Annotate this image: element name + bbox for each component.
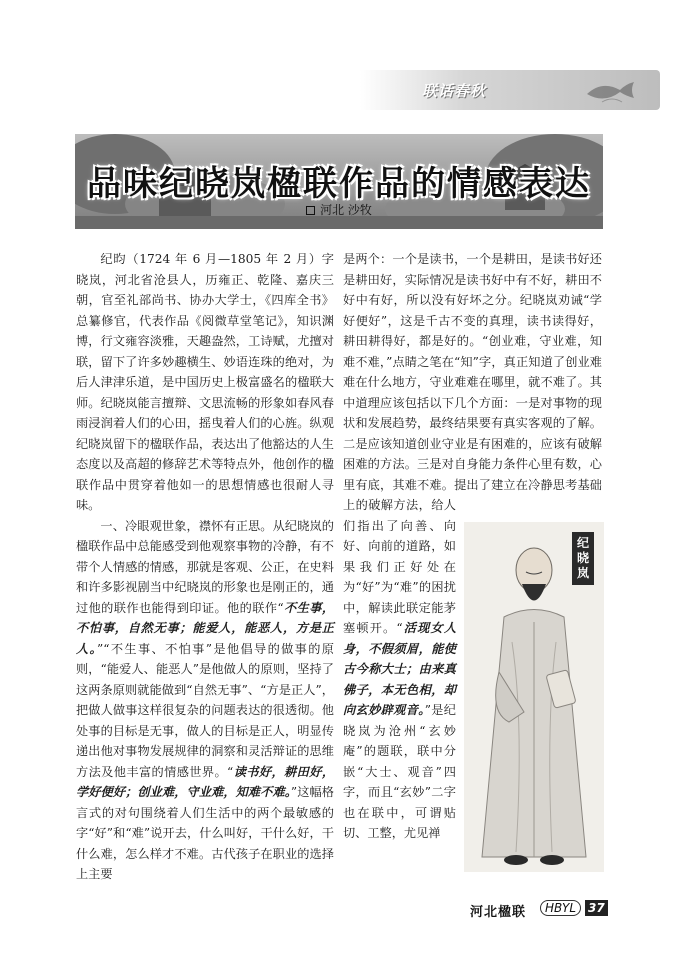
- text-run: ”这幅格言式的对句围绕着人们生活中的两个最敏感的字“好”和“难”说开去，什么叫好，干什么好，干什么难，怎么样才不难。古代孩子在职业的选择上主要: [76, 785, 334, 881]
- koi-fish-icon: [582, 76, 642, 106]
- column-tag-label: 联话春秋: [422, 82, 487, 100]
- author-byline: [75, 201, 603, 218]
- left-text-column: [76, 249, 334, 885]
- couplet-quote: 不生事，不怕事，自然无事；能爱人，能恶人，方是正人。: [76, 600, 335, 656]
- journal-abbr: HBYL: [540, 900, 581, 916]
- square-bullet-icon: [306, 206, 315, 215]
- ji-xiaolan-portrait: [464, 522, 604, 872]
- page-number: 37: [585, 900, 608, 916]
- text-run: 纪昀（1724 年 6 月—1805 年 2 月）字晓岚，河北省沧县人，历雍正、乾隆、嘉庆三朝，官至礼部尚书、协办大学士，《四库全书》总纂修官，代表作品《阅微草堂笔记》，知识渊博，行文雍容淡雅，天趣盎然，工诗赋，尤擅对联，留下了许多妙趣横生、妙语连珠的绝对，为后人津津乐道，是中国历史上极富盛名的楹联大师。纪晓岚能言擅辩、文思流畅的形象如春风春雨浸润着人们的心田，摇曳着人们的心旌。纵观纪晓岚留下的楹联作品，表达出了他豁达的人生态度以及高超的修辞艺术等特点外，他创作的楹联作品中贯穿着他如一的思想情感也很耐人寻味。: [76, 252, 334, 512]
- text-run: 是两个：一个是读书，一个是耕田，是读书好还是耕田好，实际情况是读书好中有不好，耕田不好中有好，所以没有好坏之分。纪晓岚劝诫“学好便好”，这是千古不变的真理，读书读得好，耕田耕得好，都是好的。“创业难，守业难，知难不难，”点睛之笔在“知”字，真正知道了创业难难在什么地方，守业难难在哪里，就不难了。其中道理应该包括以下几个方面：一是对事物的现状和发展趋势，最终结果要有真实客观的了解。二是应该知道创业守业是有困难的，应该有破解困难的方法。三是对自身能力条件心里有数，心里有底，其难不难。提出了建立在冷静思考基础上的破解方法，给人们指出了向善、向好、向前的道路，如果我们正好处在为“好”为“难”的困扰中，解读此联定能茅塞顿开。“: [343, 252, 602, 635]
- author-name: 河北 沙牧: [320, 203, 372, 217]
- portrait-label: 纪晓岚: [572, 532, 594, 585]
- text-run: ”“不生事、不怕事”是他倡导的做事的原则，“能爱人、能恶人”是他做人的原则，坚持了这两条原则就能做到“自然无事”、“方是正人”，把做人做事这样很复杂的问题表达的很透彻。他处事的目标是无事，做人的目标是正人，明显传递出他对事物发展规律的洞察和灵活辩证的思维方法及他丰富的情感世界。“: [76, 641, 334, 779]
- title-banner: [75, 134, 603, 229]
- text-run: 一、冷眼观世象，襟怀有正思。从纪晓岚的楹联作品中总能感受到他观察事物的冷静，有不带个人情感的情感，那就是客观、公正，在史料和许多影视剧当中纪晓岚的形象也是刚正的，通过他的联作也能得到印证。他的联作“: [76, 518, 334, 615]
- text-run: ”是纪晓岚为沧州“玄妙庵”的题联，联中分嵌“大士、观音”四字，而且“玄妙”二字也在联中，可谓贴切、工整，尤见禅: [343, 703, 456, 840]
- page-footer: [470, 898, 610, 922]
- couplet-quote: 活现女人身，不假须眉，能使古今称大士；由来真佛子，本无色相，却向玄妙辟观音。: [343, 621, 457, 717]
- column-tag: [360, 70, 660, 110]
- paragraph: [76, 249, 334, 516]
- paragraph: [76, 516, 334, 885]
- couplet-quote: 读书好，耕田好，学好便好；创业难，守业难，知难不难。: [76, 764, 335, 799]
- journal-name: 河北楹联: [470, 905, 527, 920]
- article-title: 品味纪晓岚楹联作品的情感表达: [87, 164, 591, 204]
